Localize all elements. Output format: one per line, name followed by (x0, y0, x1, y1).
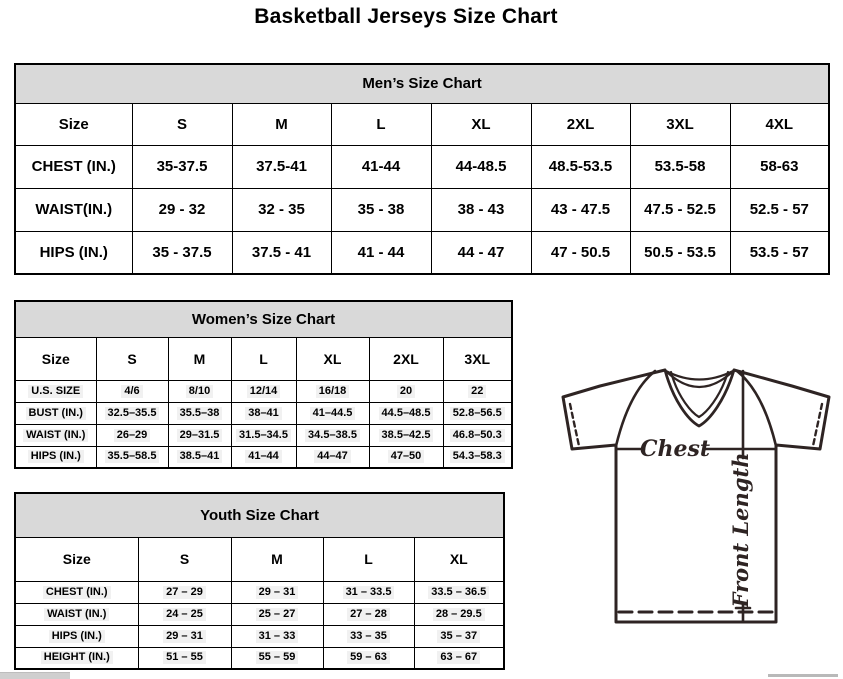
youth-height-row (15, 647, 504, 669)
value-cell: 51 – 55 (138, 647, 231, 669)
size-cell: M (231, 537, 323, 581)
mens-header-row (15, 103, 829, 145)
value-cell: 48.5-53.5 (531, 145, 630, 188)
youth-chest-row (15, 581, 504, 603)
value-cell: 35.5–38 (168, 402, 231, 424)
value-cell: 27 – 29 (138, 581, 231, 603)
mens-table-title: Men’s Size Chart (15, 64, 829, 103)
womens-waist-row (15, 424, 512, 446)
value-cell: 47–50 (369, 446, 443, 468)
value-cell: 25 – 27 (231, 603, 323, 625)
womens-ussize-row (15, 380, 512, 402)
value-cell: 37.5-41 (232, 145, 331, 188)
horizontal-scrollbar-thumb[interactable] (0, 672, 70, 679)
size-cell: XL (431, 103, 531, 145)
value-cell: 31 – 33 (231, 625, 323, 647)
size-cell: M (232, 103, 331, 145)
womens-table-title: Women’s Size Chart (15, 301, 512, 337)
value-cell: 31 – 33.5 (323, 581, 414, 603)
size-cell: L (231, 337, 296, 380)
size-cell: 3XL (443, 337, 512, 380)
value-cell: 29–31.5 (168, 424, 231, 446)
value-cell: 22 (443, 380, 512, 402)
youth-table-title: Youth Size Chart (15, 493, 504, 537)
size-cell: S (96, 337, 168, 380)
size-header-cell: Size (15, 537, 138, 581)
row-label: U.S. SIZE (15, 380, 96, 402)
mens-size-table (14, 63, 830, 275)
value-cell: 44-48.5 (431, 145, 531, 188)
mens-table-caption-row (15, 64, 829, 103)
value-cell: 46.8–50.3 (443, 424, 512, 446)
value-cell: 35.5–58.5 (96, 446, 168, 468)
value-cell: 53.5 - 57 (730, 231, 829, 274)
page-title: Basketball Jerseys Size Chart (254, 5, 558, 28)
row-label: HEIGHT (IN.) (15, 647, 138, 669)
jersey-diagram (553, 358, 838, 630)
value-cell: 55 – 59 (231, 647, 323, 669)
row-label: HIPS (IN.) (15, 625, 138, 647)
size-cell: 4XL (730, 103, 829, 145)
jersey-outline (563, 370, 829, 622)
value-cell: 38 - 43 (431, 188, 531, 231)
value-cell: 33 – 35 (323, 625, 414, 647)
size-cell: M (168, 337, 231, 380)
size-cell: 3XL (630, 103, 730, 145)
value-cell: 8/10 (168, 380, 231, 402)
value-cell: 24 – 25 (138, 603, 231, 625)
value-cell: 28 – 29.5 (414, 603, 504, 625)
left-sleeve-seam (616, 371, 655, 446)
value-cell: 59 – 63 (323, 647, 414, 669)
value-cell: 29 – 31 (138, 625, 231, 647)
value-cell: 43 - 47.5 (531, 188, 630, 231)
value-cell: 44–47 (296, 446, 369, 468)
mens-hips-row (15, 231, 829, 274)
value-cell: 50.5 - 53.5 (630, 231, 730, 274)
front-length-label: Front Length (728, 452, 753, 608)
value-cell: 44 - 47 (431, 231, 531, 274)
value-cell: 41-44 (331, 145, 431, 188)
value-cell: 35-37.5 (132, 145, 232, 188)
size-header-cell: Size (15, 103, 132, 145)
value-cell: 32 - 35 (232, 188, 331, 231)
row-label: WAIST(IN.) (15, 188, 132, 231)
row-label: CHEST (IN.) (15, 581, 138, 603)
value-cell: 33.5 – 36.5 (414, 581, 504, 603)
row-label: HIPS (IN.) (15, 446, 96, 468)
row-label: BUST (IN.) (15, 402, 96, 424)
size-cell: L (323, 537, 414, 581)
value-cell: 29 - 32 (132, 188, 232, 231)
size-cell: XL (296, 337, 369, 380)
youth-header-row (15, 537, 504, 581)
row-label: WAIST (IN.) (15, 424, 96, 446)
value-cell: 44.5–48.5 (369, 402, 443, 424)
value-cell: 54.3–58.3 (443, 446, 512, 468)
value-cell: 37.5 - 41 (232, 231, 331, 274)
value-cell: 38–41 (231, 402, 296, 424)
value-cell: 29 – 31 (231, 581, 323, 603)
size-cell: 2XL (531, 103, 630, 145)
row-label: HIPS (IN.) (15, 231, 132, 274)
value-cell: 26–29 (96, 424, 168, 446)
size-cell: L (331, 103, 431, 145)
value-cell: 12/14 (231, 380, 296, 402)
womens-hips-row (15, 446, 512, 468)
mens-waist-row (15, 188, 829, 231)
value-cell: 20 (369, 380, 443, 402)
value-cell: 41 - 44 (331, 231, 431, 274)
value-cell: 41–44.5 (296, 402, 369, 424)
value-cell: 52.8–56.5 (443, 402, 512, 424)
value-cell: 38.5–42.5 (369, 424, 443, 446)
value-cell: 47.5 - 52.5 (630, 188, 730, 231)
value-cell: 47 - 50.5 (531, 231, 630, 274)
value-cell: 32.5–35.5 (96, 402, 168, 424)
value-cell: 4/6 (96, 380, 168, 402)
size-cell: 2XL (369, 337, 443, 380)
size-cell: XL (414, 537, 504, 581)
mens-chest-row (15, 145, 829, 188)
value-cell: 34.5–38.5 (296, 424, 369, 446)
chest-label: Chest (639, 436, 711, 462)
scrollbar-fragment-right[interactable] (768, 674, 838, 677)
womens-table-caption-row (15, 301, 512, 337)
value-cell: 38.5–41 (168, 446, 231, 468)
value-cell: 35 - 37.5 (132, 231, 232, 274)
size-cell: S (138, 537, 231, 581)
youth-table-caption-row (15, 493, 504, 537)
size-cell: S (132, 103, 232, 145)
row-label: CHEST (IN.) (15, 145, 132, 188)
value-cell: 41–44 (231, 446, 296, 468)
value-cell: 31.5–34.5 (231, 424, 296, 446)
value-cell: 35 – 37 (414, 625, 504, 647)
youth-size-table (14, 492, 505, 670)
value-cell: 52.5 - 57 (730, 188, 829, 231)
value-cell: 16/18 (296, 380, 369, 402)
youth-hips-row (15, 625, 504, 647)
value-cell: 53.5-58 (630, 145, 730, 188)
row-label: WAIST (IN.) (15, 603, 138, 625)
size-header-cell: Size (15, 337, 96, 380)
value-cell: 58-63 (730, 145, 829, 188)
youth-waist-row (15, 603, 504, 625)
womens-bust-row (15, 402, 512, 424)
value-cell: 27 – 28 (323, 603, 414, 625)
value-cell: 35 - 38 (331, 188, 431, 231)
womens-header-row (15, 337, 512, 380)
value-cell: 63 – 67 (414, 647, 504, 669)
womens-size-table (14, 300, 513, 469)
